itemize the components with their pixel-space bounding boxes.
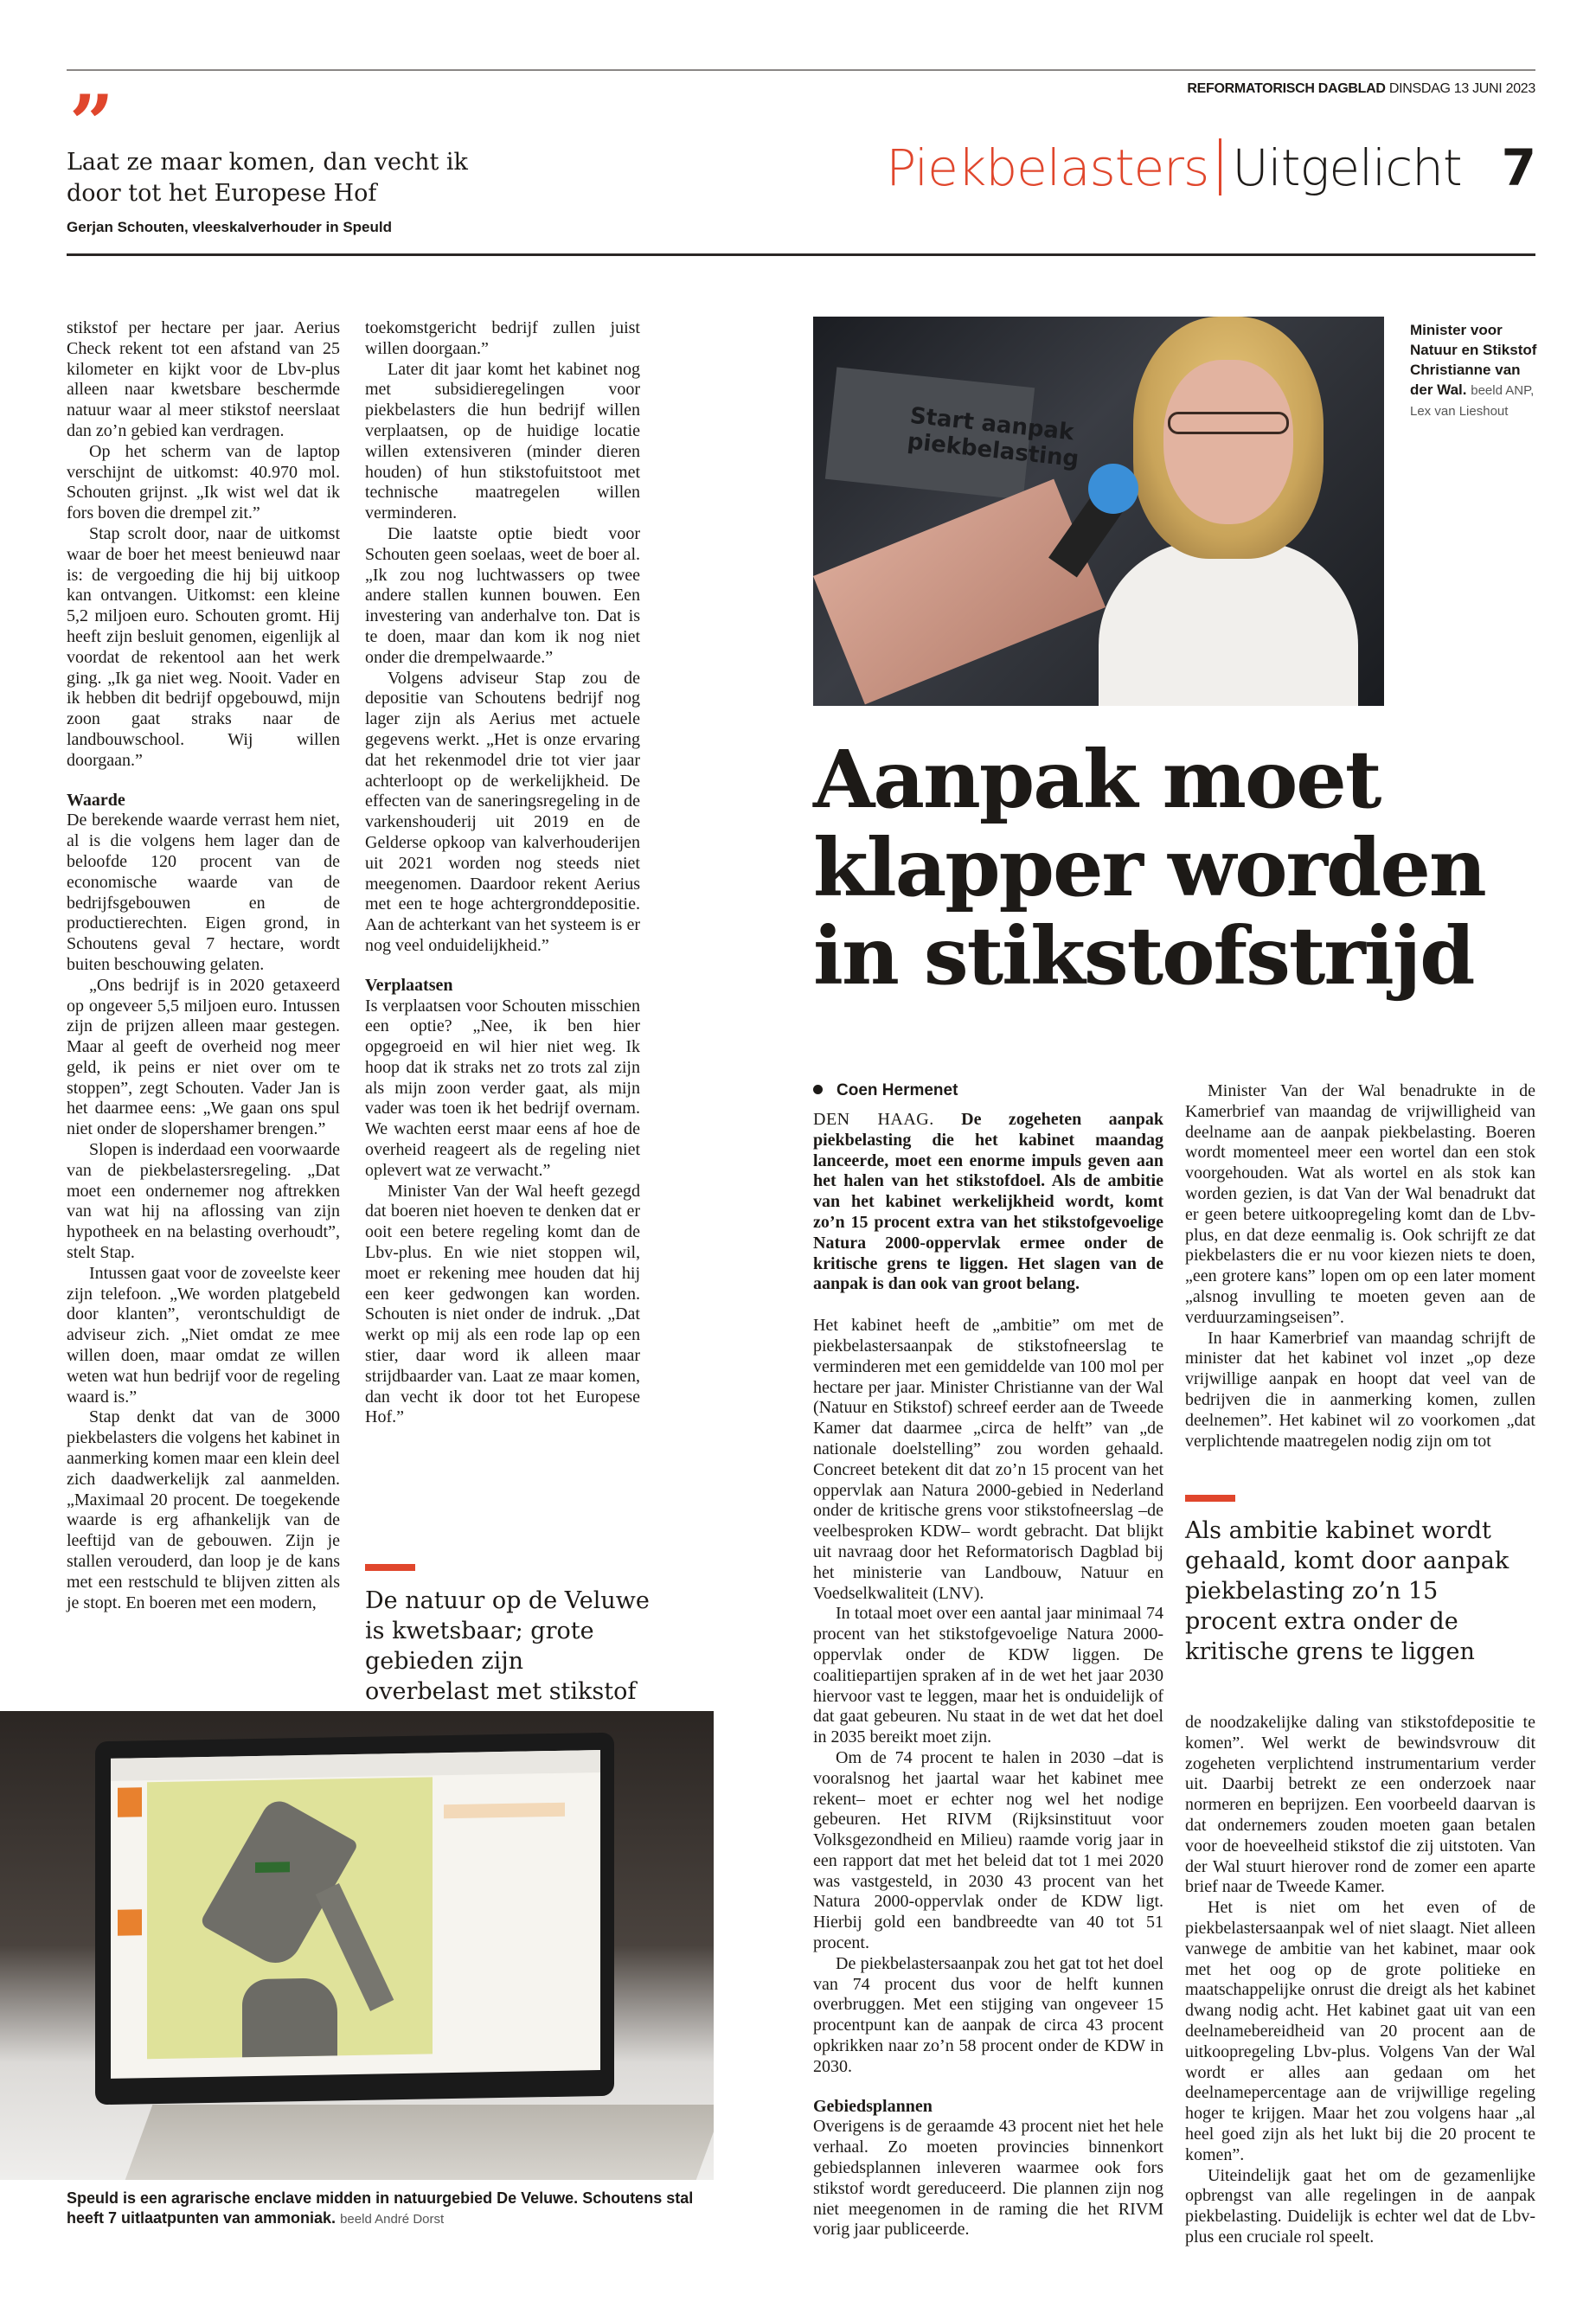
- map-marker: [255, 1862, 290, 1873]
- accent-bar: [1185, 1495, 1235, 1502]
- face: [1163, 360, 1293, 524]
- paragraph: Is verplaatsen voor Schouten misschien een optie? „Nee, ik ben hier opgegroeid en wil hier niet weg. Ik hoop dat ik straks net zo trots zal zijn als mijn zoon verder gaat, als mijn vader was toen ik het bedrijf overnam. We wachten eerst maar eens af hoe de overheid reageert als de regeling niet oplevert wat ze verwacht.”: [365, 996, 640, 1180]
- photo-caption: [67, 2189, 724, 2229]
- paragraph: Volgens adviseur Stap zou de depositie van Schoutens bedrijf nog lager zijn als Aerius met actuele gegevens werkt. „Het is onze ervaring dat het rekenmodel drie tot vier jaar achterloopt op de werkelijkheid. De effecten van de saneringsregeling in de varkenshouderij uit 2019 en de Gelderse opkoop van kalverhouderijen uit 2021 worden nog steeds niet meegenomen. Daardoor rekent Aerius met een te hoge achtergronddepositie. Aan de achterkant van het systeem is er nog veel onduidelijkheid.”: [365, 668, 640, 955]
- dateline-place: DEN HAAG.: [813, 1110, 934, 1129]
- column-4: [1185, 1081, 1535, 1452]
- paragraph: Stap denkt dat van de 3000 piekbelasters die volgens het kabinet in aanmerking komen maar een klein deel zich daadwerkelijk zal aanmelden. „Maximaal 20 procent. De toegekende waarde is erg afhankelijk van de leeftijd van de gebouwen. Zijn je stallen verouderd, dan loop je de kans met een restschuld te blijven zitten als je stopt. En boeren met een modern,: [67, 1407, 340, 1612]
- column-4-continued: [1185, 1713, 1535, 2248]
- pull-quote: De natuur op de Veluwe is kwetsbaar; grote gebieden zijn overbelast met stikstof: [365, 1587, 650, 1705]
- arm: [813, 479, 1106, 705]
- pull-quote: Als ambitie kabinet wordt gehaald, komt door aanpak piekbelasting zo’n 15 procent extra onder de kritische grens te liggen: [1185, 1517, 1509, 1665]
- photo-caption: [1410, 320, 1540, 421]
- subheading: Gebiedsplannen: [813, 2096, 933, 2116]
- quote-attribution: Gerjan Schouten, vleeskalverhouder in Speuld: [67, 219, 393, 235]
- lede: [813, 1110, 1163, 1295]
- paragraph: In totaal moet over een aantal jaar minimaal 74 procent van het stikstofgevoelige Natura 2000-oppervlak onder de KDW liggen. De coalitiepartijen spraken af in de wet het jaar 2030 hiervoor vast te leggen, maar het is onduidelijk of dat gaat gebeuren. Nu staat in de wet dat het doel in 2035 bereikt moet zijn.: [813, 1604, 1163, 1747]
- minister-photo: [813, 317, 1384, 706]
- paragraph: Die laatste optie biedt voor Schouten geen soelaas, weet de boer al. „Ik zou nog luchtwassers op twee andere stallen kunnen bouwen. Een investering van anderhalve ton. Dat is te doen, maar dan kom ik nog niet onder die drempelwaarde.”: [365, 523, 640, 667]
- paragraph: Stap scrolt door, naar de uitkomst waar de boer het meest benieuwd naar is: de vergoeding die hij bij uitkoop kan ontvangen. Uitkomst: een kleine 5,2 miljoen euro. Schouten gromt. Hij heeft zijn besluit genomen, eigenlijk al voordat de rekentool aan het werk ging. „Ik ga niet weg. Nooit. Vader en ik hebben dit bedrijf opgebouwd, mijn zoon gaat straks naar de landbouwschool. Wij willen doorgaan.”: [67, 523, 340, 770]
- paragraph: Op het scherm van de laptop verschijnt de uitkomst: 40.970 mol. Schouten grijnst. „Ik wist wel dat ik fors boven die drempel zit.”: [67, 441, 340, 523]
- laptop-photo: [0, 1711, 714, 2180]
- photo-credit: beeld André Dorst: [340, 2212, 445, 2227]
- map-enclave: [199, 1795, 359, 1971]
- column-2: [365, 318, 640, 1428]
- byline: [813, 1081, 958, 1100]
- paragraph: In haar Kamerbrief van maandag schrijft de minister dat het kabinet vol inzet „op deze vrijwillige aanpak en hoopt dat veel van de bedrijven die in aanmerking komen, zullen deelnemen”. Het kabinet wil zo voorkomen „dat verplichtende maatregelen nodig zijn om tot: [1185, 1328, 1535, 1451]
- map-village: [242, 1977, 337, 2057]
- photo-credit: beeld ANP, Lex van Lieshout: [1410, 383, 1535, 419]
- paragraph: Slopen is inderdaad een voorwaarde van de piekbelastersregeling. „Dat moet een ondernemer nog aftrekken van wat hij na aflossing van zijn hypotheek en na belasting overhoudt”, stelt Stap.: [67, 1140, 340, 1263]
- subsection-name: Uitgelicht: [1232, 138, 1462, 197]
- accent-bar: [365, 1564, 415, 1571]
- laptop-screen-bezel: [95, 1733, 614, 2105]
- browser-toolbar: [111, 1750, 600, 1781]
- paragraph: Om de 74 procent te halen in 2030 –dat is vooralsnog het jaartal waar het kabinet mee rekent– moet er echter nog wel het nodige gebeuren. Het RIVM (Rijksinstituut voor Volksgezondheid en Milieu) raamde vorig jaar in een rapport dat met het beleid dat tot 1 mei 2020 was vastgesteld, in 2030 43 procent van het Natura 2000-oppervlak onder de KDW ligt. Hierbij gold een bandbreedte van 40 tot 51 procent.: [813, 1747, 1163, 1953]
- date: DINSDAG 13 JUNI 2023: [1388, 81, 1535, 96]
- column-1: [67, 318, 340, 1613]
- sign-text: Start aanpak piekbelasting: [906, 402, 1080, 473]
- paragraph: De berekende waarde verrast hem niet, al is die volgens hem lager dan de beloofde 120 procent van de economische waarde van de bedrijfsgebouwen en de productierechten. Eigen grond, in Schoutens geval 7 hectare, wordt buiten beschouwing gelaten.: [67, 811, 340, 974]
- paragraph: de noodzakelijke daling van stikstofdepositie te komen”. Wel werkt de bewindsvrouw dit zogeheten verplichtend instrumentarium verder uit. Daarbij betrekt ze een onderzoek naar normeren en beprijzen. Een voorbeeld daarvan is dat ondernemers zouden moeten gaan betalen voor de hoeveelheid stikstof die zij uitstoten. Van der Wal stuurt hierover rond de zomer een aparte brief naar de Tweede Kamer.: [1185, 1713, 1535, 1897]
- caption-text: Speuld is een agrarische enclave midden in natuurgebied De Veluwe. Schoutens stal heeft 7 uitlaatpunten van ammoniak.: [67, 2189, 694, 2227]
- paragraph: stikstof per hectare per jaar. Aerius Check rekent tot een afstand van 25 kilometer en kijkt voor de Lbv-plus alleen naar kwetsbare beschermde natuur waar al meer stikstof neerslaat dan zo’n gebied kan verdragen.: [67, 318, 340, 440]
- paragraph: Het is niet om het even of de piekbelastersaanpak wel of niet slaagt. Niet alleen vanwege de ambitie van het kabinet, maar ook met het oog op de grote politieke en maatschappelijke onrust die dreigt als het kabinet dwang nodig acht. Het kabinet gaat uit van een deelnamebereidheid van 20 procent aan de uitkoopregeling Lbv-plus. Volgens Van der Wal wordt er alles aan gedaan om het deelnamepercentage aan de vrijwillige regeling hoger te krijgen. Maar het zou volgens haar „al heel goed zijn als het lukt bij die 20 procent te komen”.: [1185, 1898, 1535, 2164]
- paragraph: Het kabinet heeft de „ambitie” om met de piekbelastersaanpak de stikstofneerslag te verminderen met een gemiddelde van 100 mol per hectare per jaar. Minister Christianne van der Wal (Natuur en Stikstof) schreef eerder aan de Tweede Kamer dat daarmee „circa de helft” van „de nationale doelstelling” zou worden gehaald. Concreet betekent dit dat zo’n 15 procent van het oppervlak aan Natura 2000-gebied in Nederland onder de kritische grens voor stikstofneerslag –de veelbesproken KDW– wordt gebracht. Dat blijkt uit navraag door het Reformatorisch Dagblad bij het ministerie van Landbouw, Natuur en Voedselkwaliteit (LNV).: [813, 1316, 1163, 1603]
- caption-text: Minister voor Natuur en Stikstof Christianne van der Wal.: [1410, 322, 1537, 398]
- column-3: [813, 1110, 1163, 2240]
- subheading: Verplaatsen: [365, 975, 453, 995]
- header-rule: [67, 253, 1535, 256]
- paragraph: Overigens is de geraamde 43 procent niet het hele verhaal. Zo moeten provincies binnenkort gebiedsplannen inleveren waarmee ook fors stikstof wordt gereduceerd. Die plannen zijn nog niet meegenomen in de raming die het RIVM vorig jaar publiceerde.: [813, 2117, 1163, 2240]
- paragraph: toekomstgericht bedrijf zullen juist willen doorgaan.”: [365, 318, 640, 358]
- section-name: Piekbelasters: [886, 138, 1209, 197]
- paragraph: Later dit jaar komt het kabinet nog met subsidieregelingen voor piekbelasters die hun bedrijf willen verplaatsen, op de huidige locatie willen extensiveren (minder dieren houden) of hun stikstofuitstoot met technische maatregelen willen verminderen.: [365, 359, 640, 523]
- author: Coen Hermenet: [836, 1081, 958, 1099]
- section-title: [886, 138, 1535, 197]
- paragraph: „Ons bedrijf is in 2020 getaxeerd op ongeveer 5,5 miljoen euro. Intussen zijn de prijzen alleen maar gestegen. Maar al geeft de overheid nog meer geld, ik peins er niet over om te stoppen”, zegt Schouten. Vader Jan is het daarmee eens: „We gaan ons spul niet onder de slopershamer brengen.”: [67, 975, 340, 1139]
- section-divider: [1219, 138, 1221, 195]
- side-panel-button: [444, 1803, 565, 1818]
- lede-text: De zogeheten aanpak piekbelasting die het kabinet maandag lanceerde, moet een enorme impuls geven aan het halen van het stikstofdoel. Als de ambitie van het kabinet werkelijkheid wordt, komt zo’n 15 procent extra van het stikstofgevoelige Natura 2000-oppervlak ermee onder de kritische grens te liggen. Het slagen van de aanpak is dan ook van groot belang.: [813, 1110, 1163, 1294]
- bullet-icon: [813, 1085, 823, 1094]
- app-logo: [118, 1787, 142, 1817]
- paragraph: De piekbelastersaanpak zou het gat tot het doel van 74 procent dus voor de helft kunnen overbruggen. Met een stijging van ongeveer 15 procentpunt kan de aanpak de circa 43 procent opkrikken naar zo’n 58 procent onder de KDW in 2030.: [813, 1953, 1163, 2076]
- paragraph: Uiteindelijk gaat het om de gezamenlijke opbrengst van alle regelingen in de aanpak piekbelasting. Duidelijk is echter wel dat de Lbv-plus een cruciale rol speelt.: [1185, 2165, 1535, 2247]
- microphone-head: [1088, 464, 1138, 514]
- top-rule: [67, 69, 1535, 71]
- paragraph: Minister Van der Wal heeft gezegd dat boeren niet hoeven te denken dat er ooit een betere regeling komt dan de Lbv-plus. En wie niet stoppen wil, moet er rekening mee houden dat hij een keer gedwongen kan worden. Schouten is niet onder de indruk. „Dat werkt op mij als een rode lap op een stier, daar word ik alleen maar strijdbaarder van. Laat ze maar komen, dan vecht ik door tot het Europese Hof.”: [365, 1181, 640, 1427]
- laptop-keyboard: [125, 2105, 714, 2180]
- dateline: [1187, 81, 1535, 97]
- page-number: 7: [1501, 138, 1535, 197]
- header-quote: Laat ze maar komen, dan vecht ik door tot het Europese Hof: [67, 149, 468, 207]
- white-blouse: [1099, 542, 1358, 706]
- quote-mark-icon: ”: [69, 78, 114, 170]
- paper-name: REFORMATORISCH DAGBLAD: [1187, 81, 1386, 96]
- article-headline: Aanpak moet klapper worden in stikstofstrijd: [813, 733, 1485, 1003]
- subheading: Waarde: [67, 790, 125, 810]
- screen: [111, 1750, 600, 2079]
- paragraph: Intussen gaat voor de zoveelste keer zijn telefoon. „We worden platgebeld door klanten”, verontschuldigt de adviseur zich. „Niet omdat ze mee willen doen, maar omdat ze willen weten wat hun bedrijf voor de regeling waard is.”: [67, 1263, 340, 1407]
- paragraph: Minister Van der Wal benadrukte in de Kamerbrief van maandag de vrijwilligheid van deelname aan de aanpak piekbelasting. Boeren wordt momenteel meer een wortel dan een stok voorgehouden. Wat als wortel en als stok kan worden gezien, is dat Van der Wal benadrukt dat er geen betere uitkoopregeling komt dan de Lbv-plus, en dat deze eenmalig is. Ook schrijft ze dat piekbelasters die er nu voor kiezen niets te doen, „een grotere kans” lopen om op een later moment „alsnog invulling te moeten geven aan de verduurzamingseisen”.: [1185, 1081, 1535, 1327]
- map-view: [147, 1777, 433, 2059]
- sidebar-active-item: [118, 1909, 142, 1935]
- glasses: [1168, 412, 1289, 434]
